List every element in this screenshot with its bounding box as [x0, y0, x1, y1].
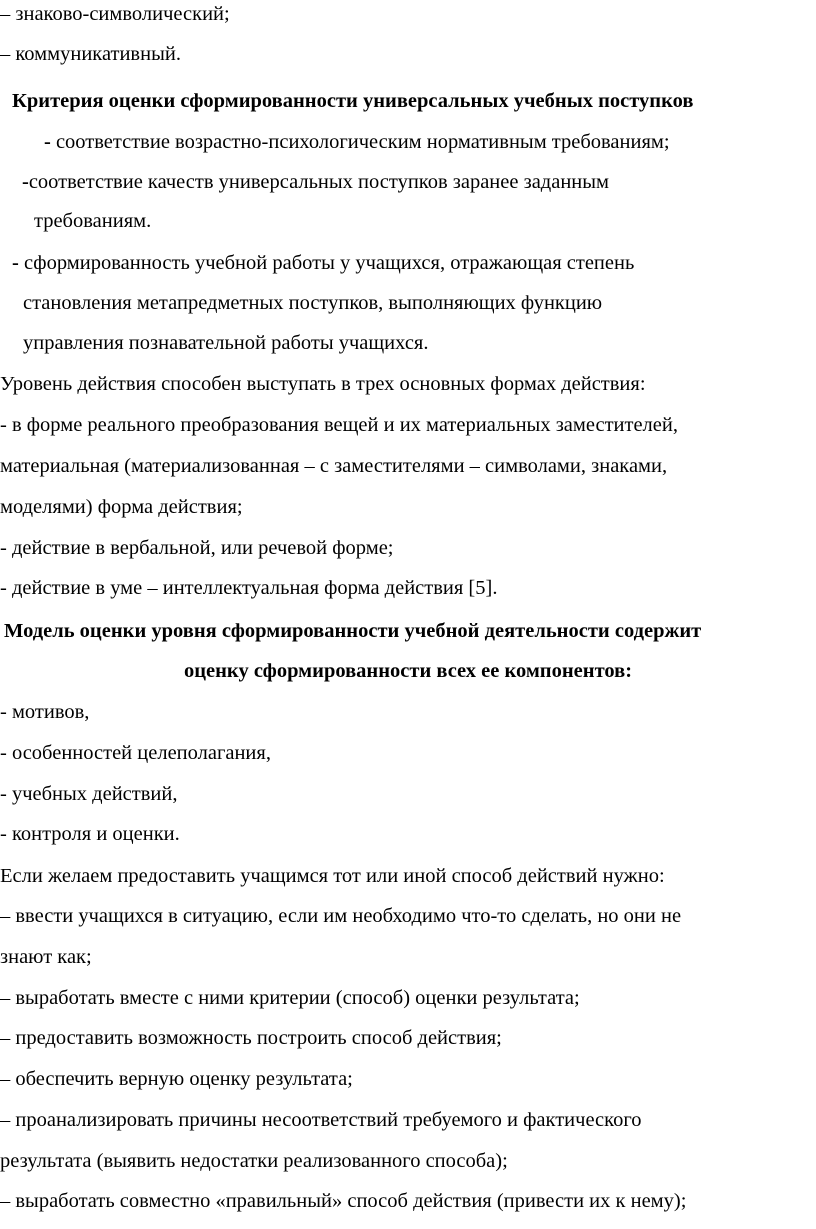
criterion-dash: -: [22, 171, 29, 193]
paragraph-line: моделями) форма действия;: [0, 496, 243, 518]
criterion-dash: -: [12, 252, 24, 274]
method-line: – выработать вместе с ними критерии (способ) оценки результата;: [0, 987, 580, 1009]
method-line: – обеспечить верную оценку результата;: [0, 1068, 353, 1090]
list-item-symbolic: – знаково-символический;: [0, 3, 230, 25]
list-item-communicative: – коммуникативный.: [0, 43, 181, 65]
action-levels-intro: Уровень действия способен выступать в трех основных формах действия:: [0, 373, 646, 395]
method-line: знают как;: [0, 946, 92, 968]
method-intro: Если желаем предоставить учащимся тот или иной способ действий нужно:: [0, 865, 665, 887]
paragraph-line: - действие в уме – интеллектуальная форма действия [5].: [0, 577, 498, 599]
component-item: - особенностей целеполагания,: [0, 742, 271, 764]
component-item: - учебных действий,: [0, 783, 178, 805]
criterion-text-cont: становления метапредметных поступков, выполняющих функцию: [23, 292, 603, 314]
paragraph-line: материальная (материализованная – с заместителями – символами, знаками,: [0, 455, 668, 477]
model-heading-line: Модель оценки уровня сформированности учебной деятельности содержит: [4, 620, 702, 642]
paragraph-line: - действие в вербальной, или речевой форме;: [0, 537, 394, 559]
paragraph-line: - в форме реального преобразования вещей и их материальных заместителей,: [0, 414, 678, 436]
method-line: – предоставить возможность построить способ действия;: [0, 1027, 502, 1049]
model-heading-line: оценку сформированности всех ее компонентов:: [183, 660, 633, 682]
component-item: - мотивов,: [0, 701, 90, 723]
criterion-text-cont: управления познавательной работы учащихся.: [23, 332, 429, 354]
criterion-text-cont: требованиям.: [34, 210, 152, 232]
criterion-text: сформированность учебной работы у учащихся, отражающая степень: [23, 252, 635, 274]
criterion-item: [22, 170, 609, 194]
criterion-text: соответствие возрастно-психологическим нормативным требованиям;: [55, 131, 670, 153]
method-line: – ввести учащихся в ситуацию, если им необходимо что-то сделать, но они не: [0, 905, 682, 927]
criterion-item: [44, 130, 670, 154]
method-line: результата (выявить недостатки реализованного способа);: [0, 1150, 508, 1172]
criterion-text: соответствие качеств универсальных поступков заранее заданным: [28, 171, 610, 193]
criterion-item: [12, 251, 634, 275]
method-line: – проанализировать причины несоответствий требуемого и фактического: [0, 1109, 642, 1131]
criteria-heading: Критерия оценки сформированности универсальных учебных поступков: [12, 90, 694, 112]
method-line: – выработать совместно «правильный» способ действия (привести их к нему);: [0, 1190, 687, 1212]
criterion-dash: -: [44, 131, 56, 153]
component-item: - контроля и оценки.: [0, 823, 180, 845]
